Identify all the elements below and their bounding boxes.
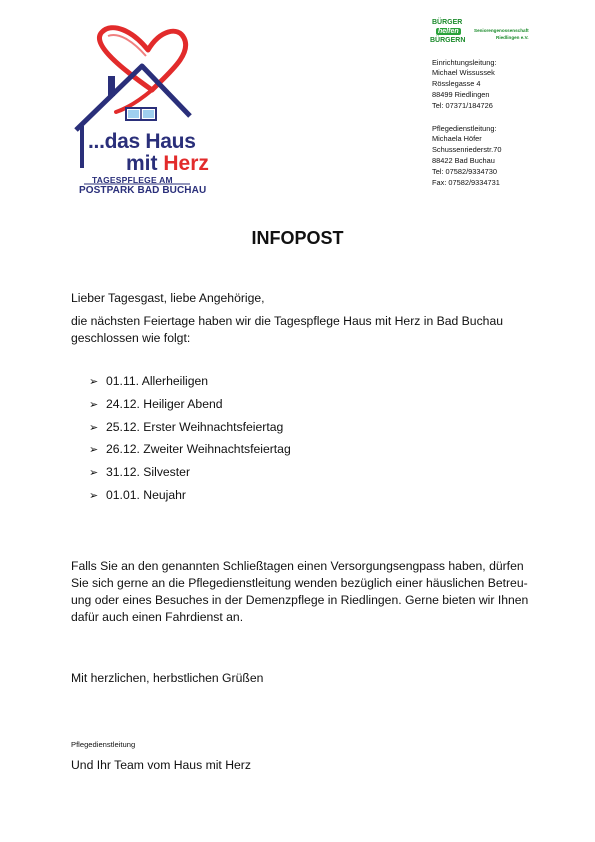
arrow-bullet-icon: ➢ [89,444,99,456]
contact-leitung-city: 88499 Riedlingen [432,90,490,99]
contact-leitung-name: Michael Wissussek [432,68,495,77]
org-name-line2: Riedlingen e.V. [496,35,529,40]
org-badge-buerger: BÜRGER [432,19,463,26]
contact-pflege-name: Michaela Höfer [432,134,482,143]
page-title: INFOPOST [251,228,344,248]
signature-team: Und Ihr Team vom Haus mit Herz [71,758,251,772]
contact-pflege-fax: Fax: 07582/9334731 [432,178,500,187]
contact-pflege-tel: Tel: 07582/9334730 [432,167,497,176]
salutation: Lieber Tagesgast, liebe Angehörige, [71,291,265,305]
org-badge-helfen: helfen [438,28,459,35]
arrow-bullet-icon: ➢ [89,399,99,411]
body-line3: ung oder eines Besuches in der Demenzpflege in Riedlingen. Gerne bieten wir Ihnen [71,593,529,607]
logo-line2-herz: Herz [163,152,209,175]
org-name-line1: Seniorengenossenschaft [474,28,529,33]
list-item [89,397,223,411]
logo-sub1: TAGESPFLEGE AM [92,175,173,185]
logo-line2-prefix: mit [126,152,164,175]
contact-leitung-tel: Tel: 07371/184726 [432,101,493,110]
logo-line2 [126,152,209,176]
list-item [89,442,291,456]
logo-sub2: POSTPARK BAD BUCHAU [79,185,207,196]
contact-pflege-city: 88422 Bad Buchau [432,156,495,165]
holiday-text: 31.12. Silvester [106,465,191,479]
contact-leitung-label: Einrichtungsleitung: [432,58,497,67]
body-line2: Sie sich gerne an die Pflegedienstleitung wenden bezüglich einer häuslichen Betreu- [71,576,528,590]
intro-line2: geschlossen wie folgt: [71,331,191,345]
closing: Mit herzlichen, herbstlichen Grüßen [71,671,264,685]
holiday-text: 26.12. Zweiter Weihnachtsfeiertag [106,442,291,456]
arrow-bullet-icon: ➢ [89,490,99,502]
signature-role: Pflegedienstleitung [71,740,136,749]
contact-pflege-street: Schussenriederstr.70 [432,145,502,154]
holiday-text: 01.11. Allerheiligen [106,374,209,388]
org-badge-buergern: BÜRGERN [430,37,466,44]
list-item [89,374,208,388]
intro-line1: die nächsten Feiertage haben wir die Tagespflege Haus mit Herz in Bad Buchau [71,314,504,328]
body-line4: dafür auch einen Fahrdienst an. [71,610,244,624]
holiday-text: 24.12. Heiliger Abend [106,397,223,411]
holiday-text: 01.01. Neujahr [106,488,186,502]
holiday-text: 25.12. Erster Weihnachtsfeiertag [106,420,284,434]
arrow-bullet-icon: ➢ [89,467,99,479]
list-item [89,465,190,479]
arrow-bullet-icon: ➢ [89,422,99,434]
logo-line1: ...das Haus [88,130,196,153]
contact-pflege-label: Pflegedienstleitung: [432,124,497,133]
arrow-bullet-icon: ➢ [89,376,99,388]
contact-leitung-street: Rösslegasse 4 [432,79,481,88]
list-item [89,488,186,502]
list-item [89,420,283,434]
body-line1: Falls Sie an den genannten Schließtagen einen Versorgungsengpass haben, dürfen [71,559,524,573]
